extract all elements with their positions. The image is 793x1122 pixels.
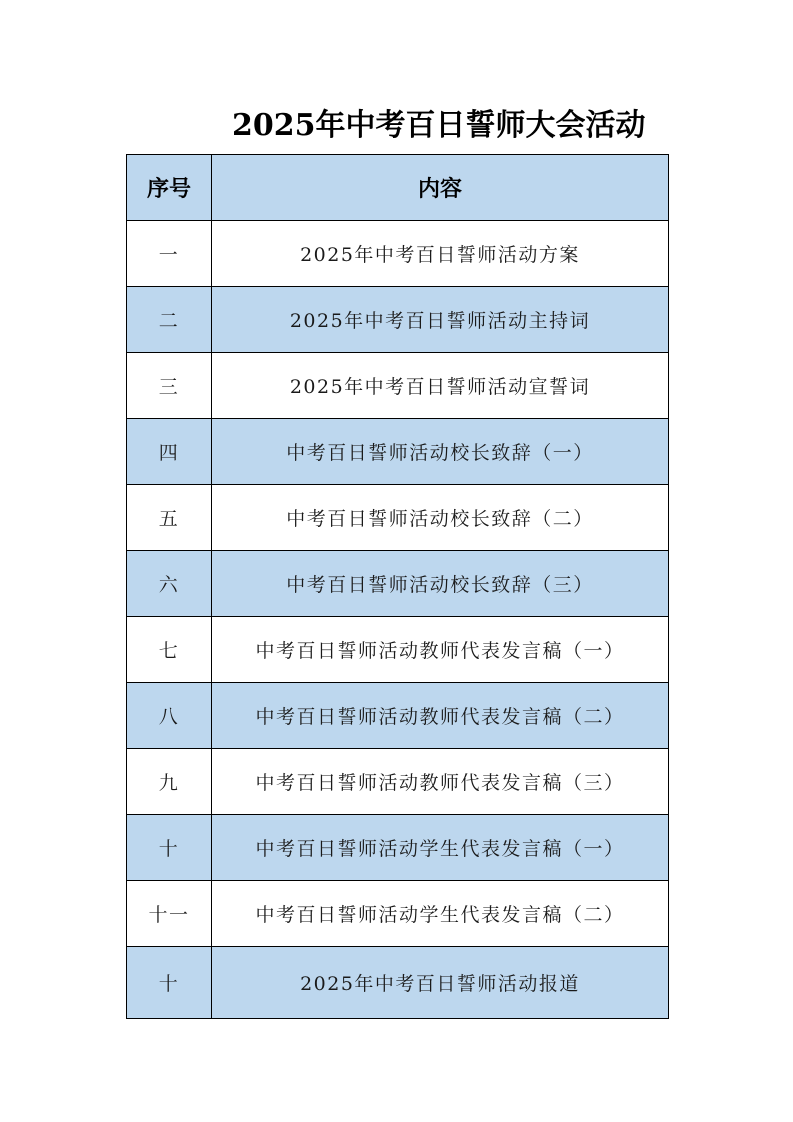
row-content: 中考百日誓师活动校长致辞（三） [212,551,669,617]
row-number: 七 [127,617,212,683]
row-number: 十 [127,815,212,881]
table-row [127,485,669,551]
table-header-row [127,155,669,221]
row-content: 2025年中考百日誓师活动宣誓词 [212,353,669,419]
row-number: 八 [127,683,212,749]
table-row [127,551,669,617]
document-title: 2025年中考百日誓师大会活动 [232,108,646,143]
row-number: 一 [127,221,212,287]
row-number: 三 [127,353,212,419]
row-content: 中考百日誓师活动教师代表发言稿（一） [212,617,669,683]
row-content: 中考百日誓师活动校长致辞（二） [212,485,669,551]
table-row [127,353,669,419]
table-row [127,287,669,353]
table-row [127,617,669,683]
row-content: 中考百日誓师活动教师代表发言稿（二） [212,683,669,749]
table-row [127,683,669,749]
row-content: 中考百日誓师活动教师代表发言稿（三） [212,749,669,815]
row-content: 中考百日誓师活动校长致辞（一） [212,419,669,485]
row-number: 九 [127,749,212,815]
row-number: 十一 [127,881,212,947]
header-number: 序号 [127,155,212,221]
row-content: 2025年中考百日誓师活动方案 [212,221,669,287]
table-row [127,815,669,881]
table-row [127,221,669,287]
table-row [127,947,669,1019]
row-content: 2025年中考百日誓师活动主持词 [212,287,669,353]
row-number: 十 [127,947,212,1019]
row-number: 二 [127,287,212,353]
header-content: 内容 [212,155,669,221]
row-number: 六 [127,551,212,617]
row-content: 2025年中考百日誓师活动报道 [212,947,669,1019]
row-number: 四 [127,419,212,485]
table-row [127,419,669,485]
row-number: 五 [127,485,212,551]
row-content: 中考百日誓师活动学生代表发言稿（一） [212,815,669,881]
table-row [127,881,669,947]
table-row [127,749,669,815]
row-content: 中考百日誓师活动学生代表发言稿（二） [212,881,669,947]
contents-table [126,154,669,1019]
